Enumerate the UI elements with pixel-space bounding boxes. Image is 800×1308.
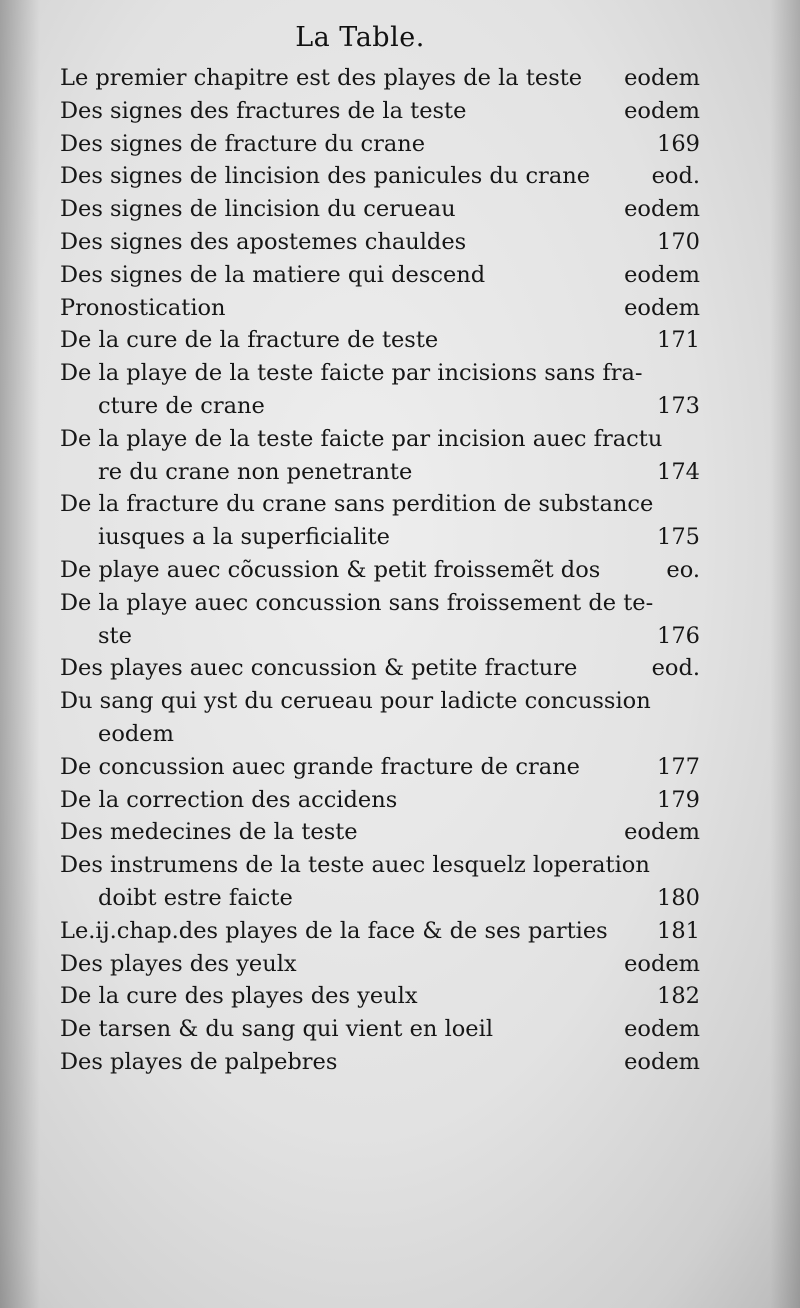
toc-entry-continuation xyxy=(60,456,700,489)
toc-entry-title: ste xyxy=(98,622,132,649)
toc-entry xyxy=(60,948,700,981)
toc-entry xyxy=(60,980,700,1013)
toc-entry-title: Le premier chapitre est des playes de la teste xyxy=(60,65,583,91)
toc-entry-page: 180 xyxy=(657,884,700,911)
toc-entry-title: Des playes de palpebres xyxy=(60,1048,338,1075)
toc-entry xyxy=(60,160,700,193)
toc-entry-continuation xyxy=(60,620,700,653)
toc-entry xyxy=(60,193,700,226)
toc-entry-title: De concussion auec grande fracture de crane xyxy=(60,753,580,780)
toc-entry-title: iusques a la superficialite xyxy=(98,524,390,551)
toc-entry-page: eo. xyxy=(666,556,700,583)
toc-entry xyxy=(60,259,700,292)
toc-entry xyxy=(60,849,700,882)
toc-entry xyxy=(60,685,700,718)
toc-entry-page: 176 xyxy=(657,622,700,649)
toc-entry xyxy=(60,62,700,95)
toc-entry-page: 181 xyxy=(657,917,700,944)
toc-entry xyxy=(60,357,700,390)
toc-entry-page: 179 xyxy=(657,786,700,813)
toc-entry-continuation xyxy=(60,718,700,751)
toc-entry-page: eodem xyxy=(624,196,700,223)
toc-entry xyxy=(60,1013,700,1046)
toc-entry-title: Des playes auec concussion & petite fracture xyxy=(60,655,578,682)
toc-entry-title: De la playe de la teste faicte par incision auec fractu xyxy=(60,425,663,452)
toc-entry xyxy=(60,488,700,521)
toc-entry xyxy=(60,95,700,128)
toc-entry xyxy=(60,1046,700,1079)
toc-entry-title: De la playe auec concussion sans froissement de te- xyxy=(60,589,654,616)
toc-entry-title: De tarsen & du sang qui vient en loeil xyxy=(60,1016,494,1043)
toc-entry-title: Des signes de lincision des panicules du crane xyxy=(60,163,591,190)
toc-entry-continuation xyxy=(60,521,700,554)
toc-entry-title: Des signes de fracture du crane xyxy=(60,130,426,157)
toc-entry-page: 174 xyxy=(657,458,700,485)
toc-entry xyxy=(60,128,700,161)
toc-entry-continuation xyxy=(60,882,700,915)
toc-entry-title: Des instrumens de la teste auec lesquelz loperation xyxy=(60,852,650,879)
toc-entry xyxy=(60,652,700,685)
toc-entry-page: 177 xyxy=(657,753,700,780)
toc-entry-page: eodem xyxy=(624,1048,700,1075)
toc-entry-page: 182 xyxy=(657,983,700,1010)
toc-entry-title: Des signes de la matiere qui descend xyxy=(60,261,486,288)
toc-entry-title: Pronostication xyxy=(60,294,226,321)
toc-entry-title: De la fracture du crane sans perdition de substance xyxy=(60,491,654,518)
toc-entry-page: eodem xyxy=(624,294,700,321)
toc-entry-title: De la playe de la teste faicte par incisions sans fra- xyxy=(60,360,643,387)
toc-entry-page: eodem xyxy=(624,819,700,846)
toc-entry-page: 173 xyxy=(657,392,700,419)
toc-entry xyxy=(60,292,700,325)
toc-entry xyxy=(60,816,700,849)
toc-entry-title: Des signes des apostemes chauldes xyxy=(60,228,467,255)
toc-entry xyxy=(60,324,700,357)
toc-entry-title: Des medecines de la teste xyxy=(60,819,358,846)
toc-entry-title: Des playes des yeulx xyxy=(60,950,297,977)
toc-entry xyxy=(60,751,700,784)
toc-entry-page: eodem xyxy=(624,261,700,288)
toc-entry-title: Du sang qui yst du cerueau pour ladicte concussion xyxy=(60,688,651,715)
toc-entry-page: 175 xyxy=(657,524,700,551)
toc-entry-page: eodem xyxy=(624,1016,700,1043)
toc-entry xyxy=(60,423,700,456)
toc-entry-title: doibt estre faicte xyxy=(98,884,293,911)
toc-entry-page: 171 xyxy=(657,327,700,354)
toc-entry-title: De playe auec cõcussion & petit froissemẽt dos xyxy=(60,556,601,583)
page-header: La Table. xyxy=(295,22,425,53)
table-of-contents xyxy=(60,62,700,1079)
toc-entry-page: eod. xyxy=(651,655,700,682)
toc-entry xyxy=(60,554,700,587)
toc-entry-continuation xyxy=(60,390,700,423)
toc-entry-page: eodem xyxy=(624,950,700,977)
toc-entry xyxy=(60,587,700,620)
toc-entry-title: Le.ij.chap.des playes de la face & de ses parties xyxy=(60,917,608,944)
toc-entry xyxy=(60,915,700,948)
toc-entry-title: De la cure de la fracture de teste xyxy=(60,327,439,354)
toc-entry xyxy=(60,226,700,259)
toc-entry-title: cture de crane xyxy=(98,392,265,419)
toc-entry-page: eod. xyxy=(651,163,700,190)
toc-entry-title: De la correction des accidens xyxy=(60,786,398,813)
toc-entry-page: eodem xyxy=(624,65,700,91)
toc-entry-page: 169 xyxy=(657,130,700,157)
toc-entry-title: Des signes de lincision du cerueau xyxy=(60,196,456,223)
toc-entry-title: Des signes des fractures de la teste xyxy=(60,97,467,124)
toc-entry-title: De la cure des playes des yeulx xyxy=(60,983,418,1010)
toc-entry-title: re du crane non penetrante xyxy=(98,458,413,485)
toc-entry xyxy=(60,784,700,817)
toc-entry-page: 170 xyxy=(657,228,700,255)
toc-entry-page: eodem xyxy=(624,97,700,124)
toc-entry-title: eodem xyxy=(98,720,174,747)
